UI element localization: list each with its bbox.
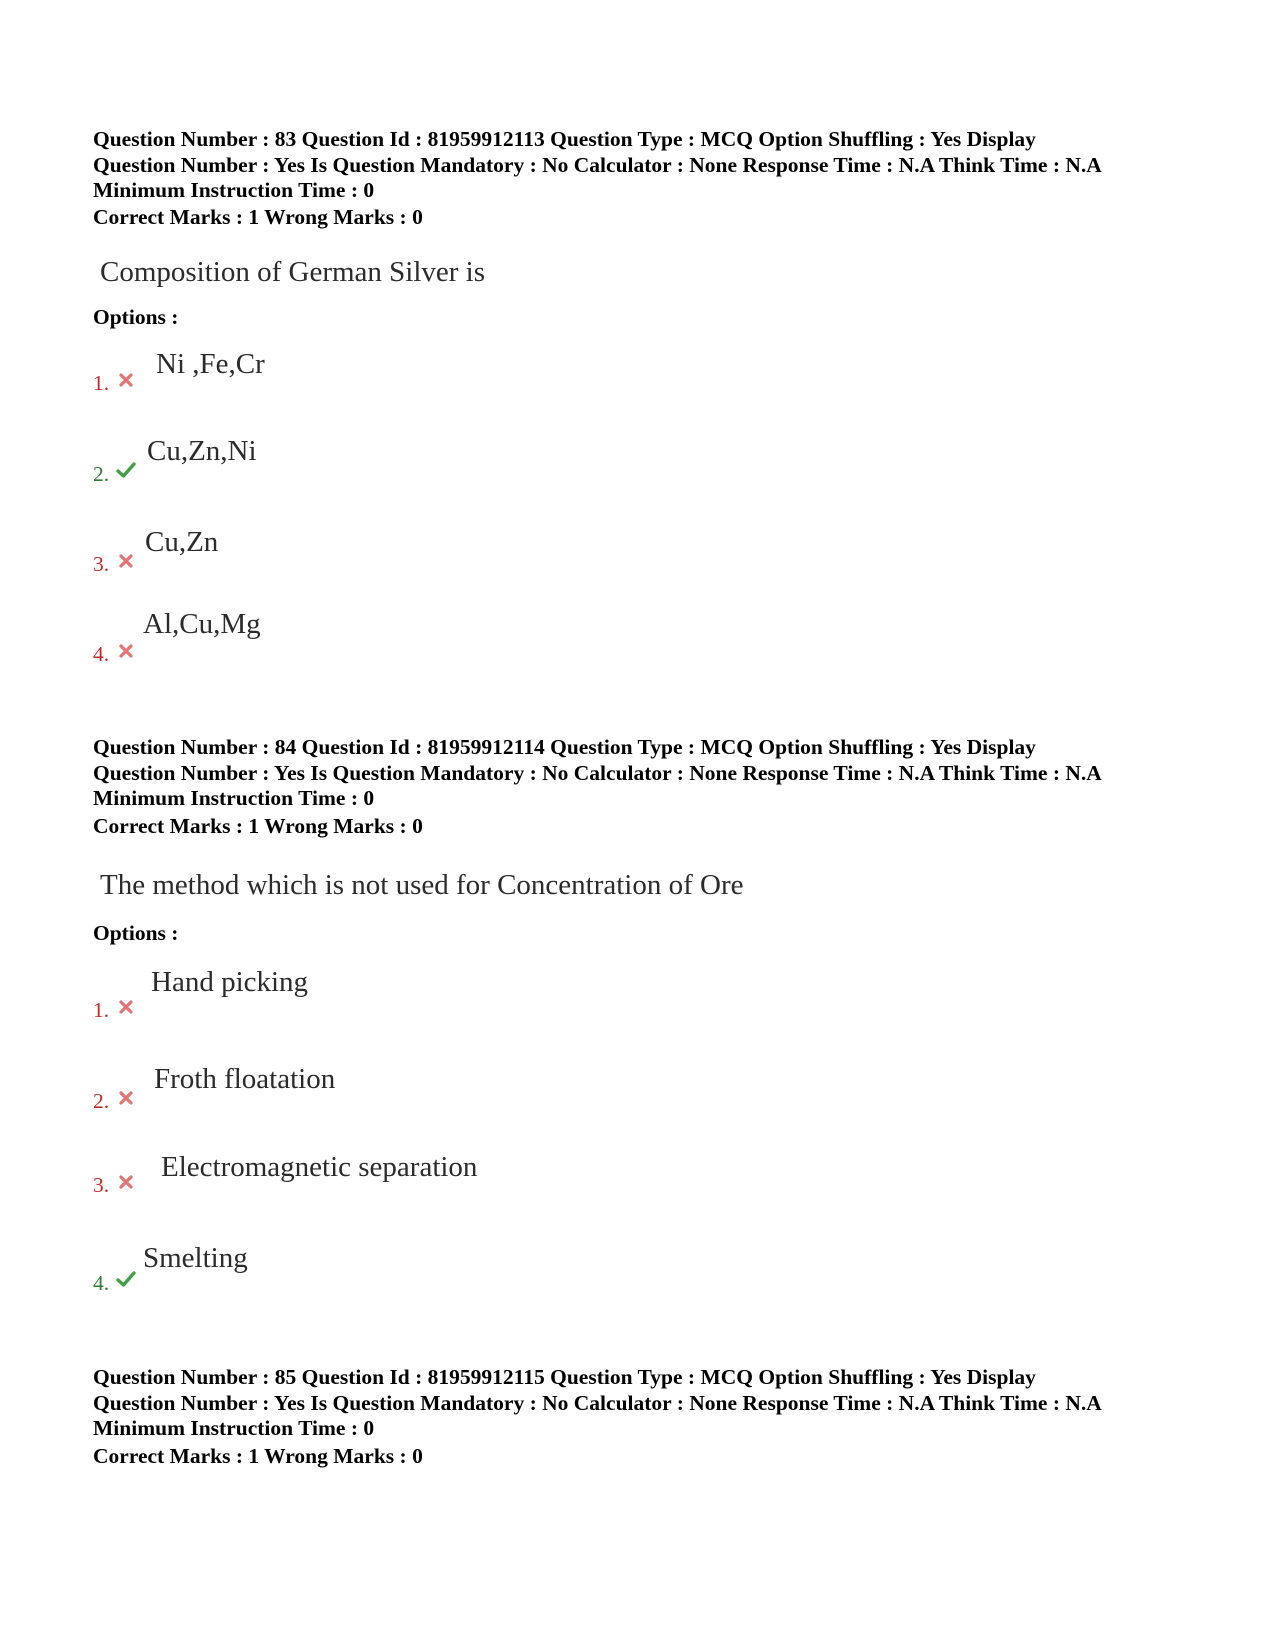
question-84-meta xyxy=(93,735,1213,812)
question-83-marks: Correct Marks : 1 Wrong Marks : 0 xyxy=(93,205,423,229)
option-text: Electromagnetic separation xyxy=(161,1151,478,1183)
option-text: Smelting xyxy=(143,1242,248,1274)
question-83-meta xyxy=(93,127,1213,204)
option-text: Ni ,Fe,Cr xyxy=(156,348,265,380)
meta-line: Minimum Instruction Time : 0 xyxy=(93,786,375,810)
cross-icon xyxy=(118,1174,134,1190)
question-85-marks: Correct Marks : 1 Wrong Marks : 0 xyxy=(93,1444,423,1468)
option-text: Hand picking xyxy=(151,966,309,998)
check-icon xyxy=(116,461,136,479)
meta-line: Question Number : Yes Is Question Mandatory : No Calculator : None Response Time : N.A Think Time : N.A xyxy=(93,1390,1102,1415)
option-text: Cu,Zn,Ni xyxy=(147,435,257,467)
meta-line: Question Number : 83 Question Id : 81959912113 Question Type : MCQ Option Shuffling : Yes Display xyxy=(93,127,1036,151)
question-84-text: The method which is not used for Concentration of Ore xyxy=(100,869,744,901)
cross-icon xyxy=(118,553,134,569)
option-text: Al,Cu,Mg xyxy=(143,608,261,640)
cross-icon xyxy=(118,999,134,1015)
cross-icon xyxy=(118,372,134,388)
option-number: 2. xyxy=(93,1089,110,1113)
option-number: 4. xyxy=(93,1271,110,1295)
option-number: 2. xyxy=(93,462,110,486)
cross-icon xyxy=(118,1090,134,1106)
question-83-options-label: Options : xyxy=(93,305,179,329)
option-text: Cu,Zn xyxy=(145,526,219,558)
meta-line: Question Number : 85 Question Id : 81959912115 Question Type : MCQ Option Shuffling : Yes Display xyxy=(93,1365,1036,1389)
question-84-options-label: Options : xyxy=(93,921,179,945)
option-number: 4. xyxy=(93,642,110,666)
question-84-marks: Correct Marks : 1 Wrong Marks : 0 xyxy=(93,814,423,838)
option-number: 3. xyxy=(93,1173,110,1197)
question-83-text: Composition of German Silver is xyxy=(100,256,486,288)
cross-icon xyxy=(118,643,134,659)
check-icon xyxy=(116,1270,136,1288)
option-text: Froth floatation xyxy=(154,1063,336,1095)
meta-line: Minimum Instruction Time : 0 xyxy=(93,1416,375,1440)
option-number: 1. xyxy=(93,371,110,395)
question-85-meta xyxy=(93,1365,1213,1442)
option-number: 3. xyxy=(93,552,110,576)
meta-line: Question Number : 84 Question Id : 81959912114 Question Type : MCQ Option Shuffling : Yes Display xyxy=(93,735,1036,759)
meta-line: Question Number : Yes Is Question Mandatory : No Calculator : None Response Time : N.A Think Time : N.A xyxy=(93,152,1102,177)
meta-line: Question Number : Yes Is Question Mandatory : No Calculator : None Response Time : N.A Think Time : N.A xyxy=(93,760,1102,785)
meta-line: Minimum Instruction Time : 0 xyxy=(93,178,375,202)
option-number: 1. xyxy=(93,998,110,1022)
